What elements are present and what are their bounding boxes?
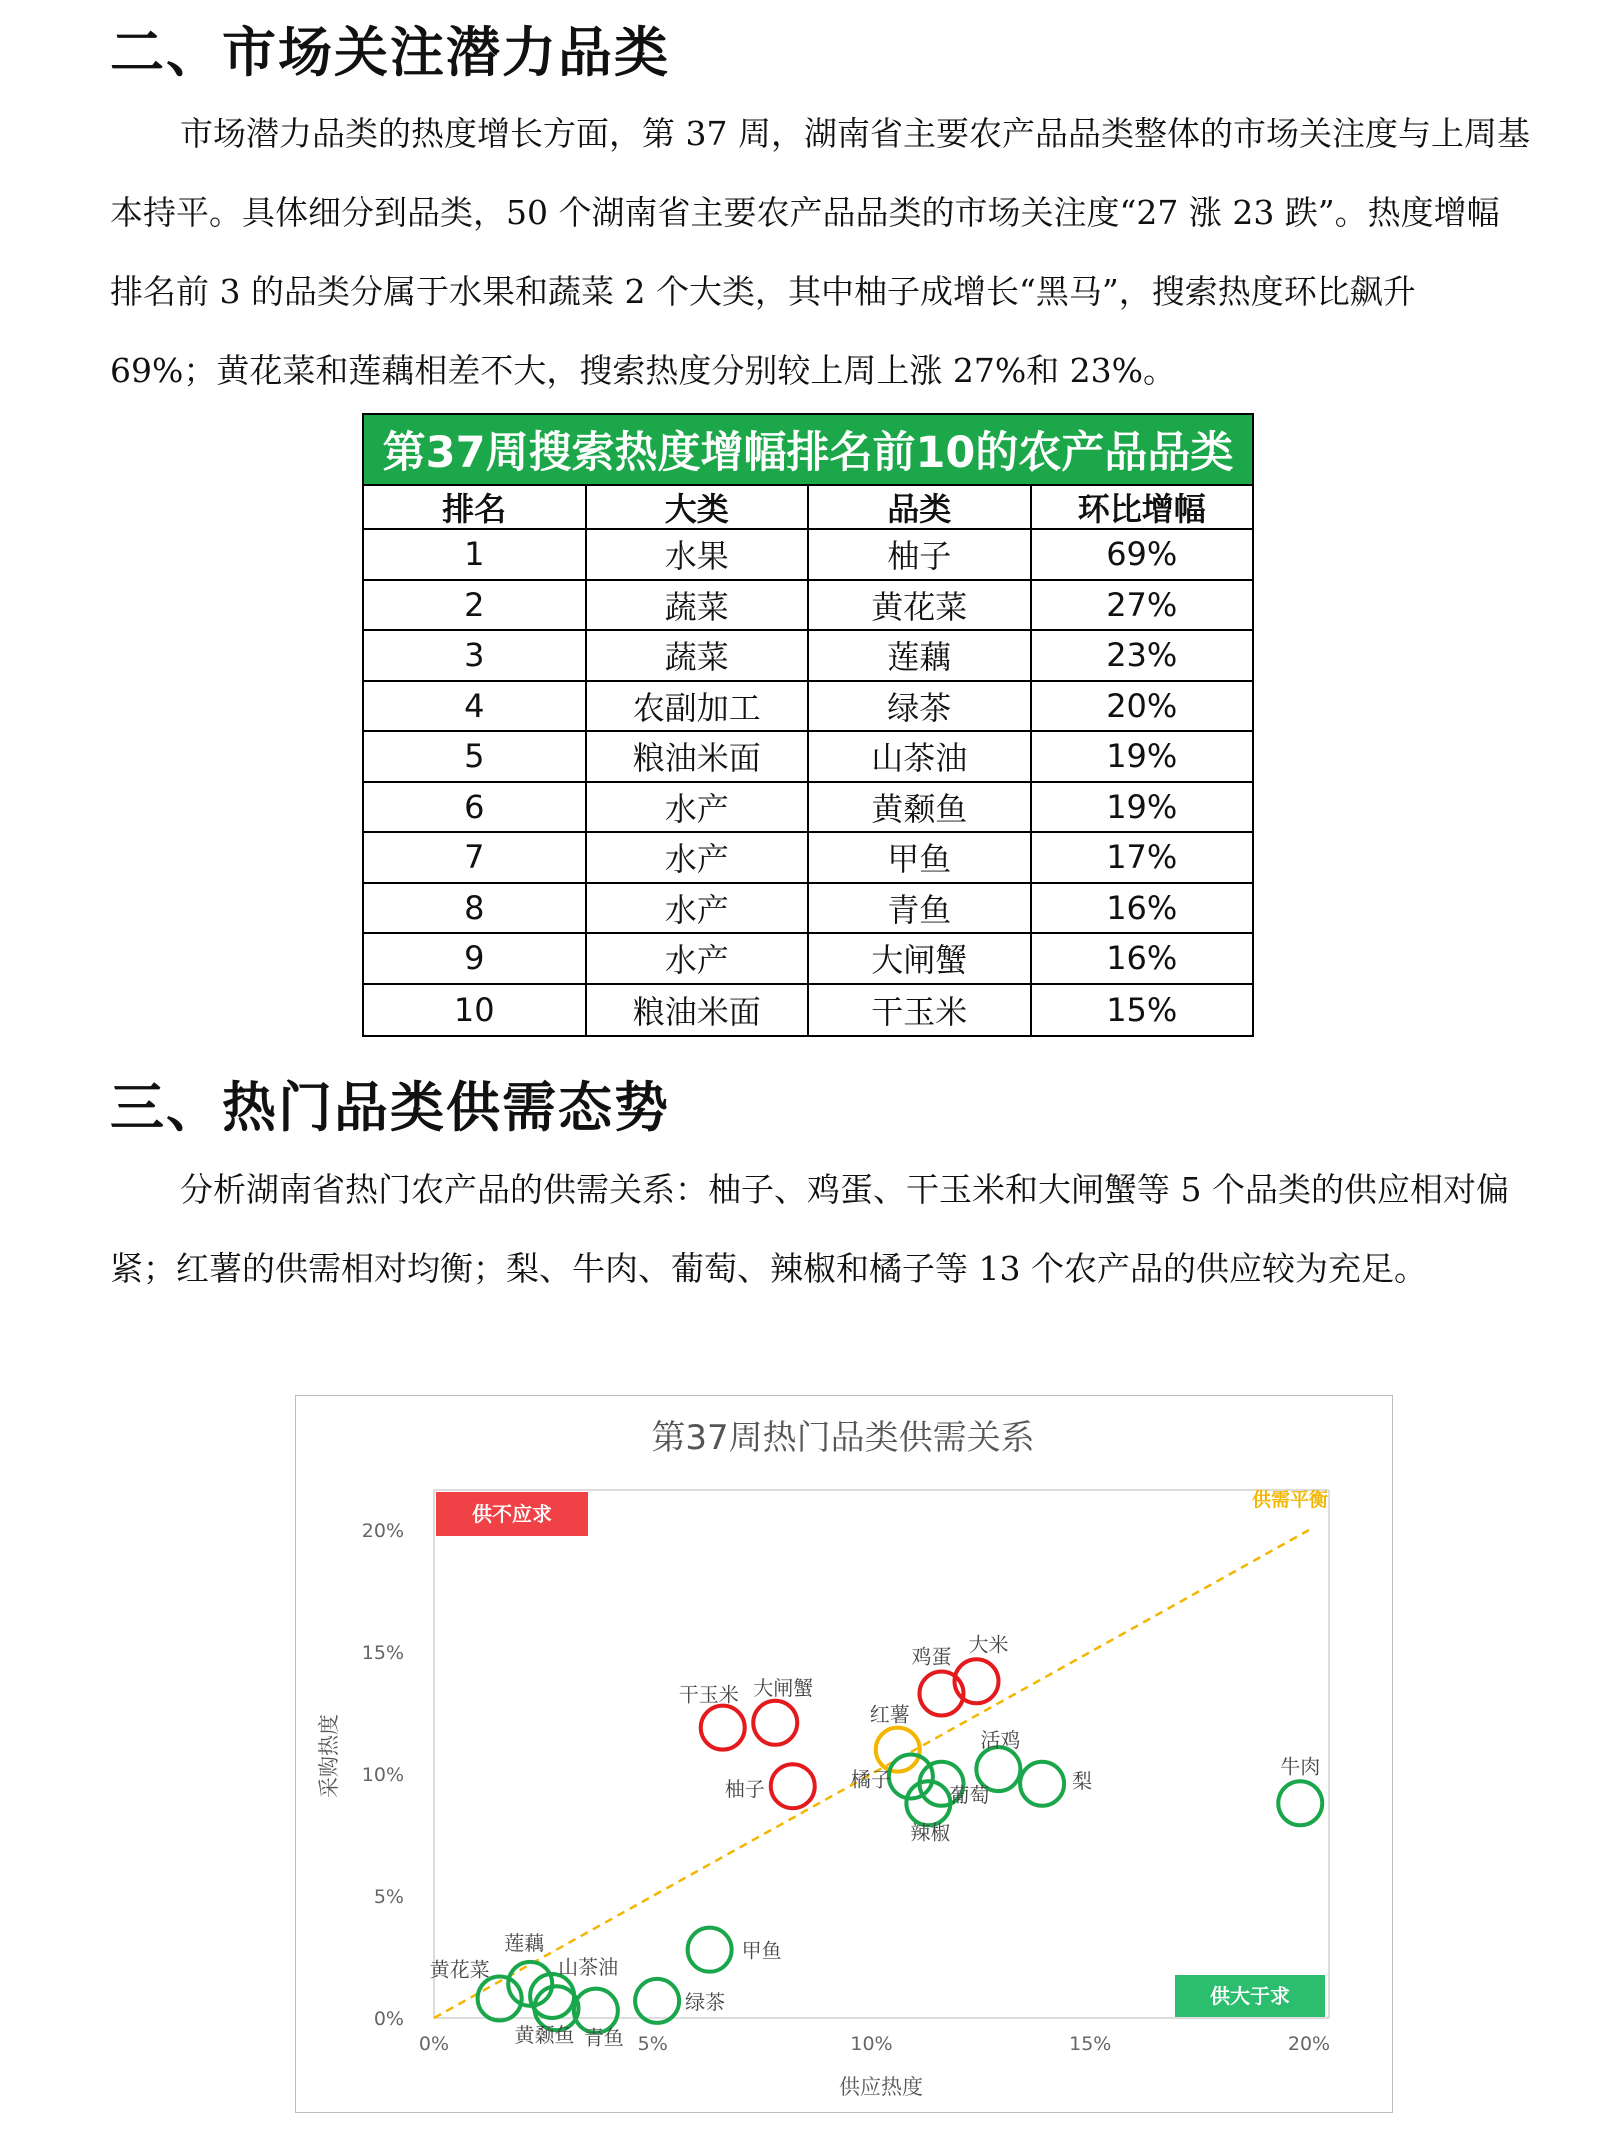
table-row [364,682,1252,733]
point-label: 梨 [1072,1768,1093,1793]
table-cell: 干玉米 [809,985,1032,1036]
point-label: 柚子 [724,1777,765,1802]
table-cell: 水果 [587,530,810,579]
table-header-cell: 品类 [809,486,1032,528]
table-cell: 水产 [587,934,810,983]
table-row [364,581,1252,632]
table-cell: 2 [364,581,587,630]
x-tick-label: 0% [418,2033,450,2055]
point-label: 红薯 [869,1702,910,1727]
point-label: 大米 [968,1632,1009,1657]
point-label: 干玉米 [678,1682,739,1707]
table-cell: 大闸蟹 [809,934,1032,983]
top10-growth-table [362,413,1254,1037]
table-row [364,783,1252,834]
y-tick-label: 5% [373,1886,404,1908]
point-label: 甲鱼 [741,1938,782,1963]
y-tick-label: 0% [373,2008,404,2030]
table-header-cell: 环比增幅 [1077,490,1206,528]
table-cell: 23% [1106,636,1178,675]
table-cell: 16% [1106,939,1178,978]
section-paragraph-market-potential: 市场潜力品类的热度增长方面，第 37 周，湖南省主要农产品品类整体的市场关注度与上周基本持平。具体细分到品类，50 个湖南省主要农产品品类的市场关注度“27 涨 23 跌”。热度增幅排名前 3 的品类分属于水果和蔬菜 2 个大类，其中柚子成增长“黑马”，搜索热度环比飙升 69%；黄花菜和莲藕相差不大，搜索热度分别较上周上涨 27%和 23%。 [110,114,1530,390]
supply-demand-chart [295,1395,1393,2113]
y-tick-label: 20% [361,1520,404,1542]
point-label: 大闸蟹 [753,1675,814,1700]
surplus-region-label: 供大于求 [1210,1984,1290,2008]
table-cell: 1 [364,530,587,579]
table-cell: 农副加工 [587,682,810,731]
table-cell: 19% [1106,787,1178,826]
table-cell: 粮油米面 [587,985,810,1036]
table-row [364,934,1252,985]
table-cell: 青鱼 [809,884,1032,933]
table-cell: 黄花菜 [809,581,1032,630]
table-header-cell: 大类 [587,486,810,528]
point-label: 橘子 [850,1767,891,1792]
table-cell: 16% [1106,888,1178,927]
x-tick-label: 10% [850,2033,893,2055]
point-label: 黄花菜 [429,1957,490,1982]
table-cell: 水产 [587,783,810,832]
balance-line-label: 供需平衡 [1251,1489,1328,1511]
table-cell: 8 [364,884,587,933]
table-cell: 69% [1106,535,1178,574]
table-cell: 水产 [587,833,810,882]
point-label: 葡萄 [949,1782,990,1807]
table-cell: 20% [1106,686,1178,725]
table-row [364,631,1252,682]
table-cell: 甲鱼 [809,833,1032,882]
point-label: 牛肉 [1280,1754,1321,1779]
x-tick-label: 15% [1069,2033,1112,2055]
table-cell: 水产 [587,884,810,933]
section-heading-market-potential: 二、市场关注潜力品类 [110,21,670,84]
table-cell: 4 [364,682,587,731]
section-heading-supply-demand: 三、热门品类供需态势 [110,1076,670,1139]
table-cell: 19% [1106,737,1178,776]
table-cell: 山茶油 [809,732,1032,781]
table-cell: 5 [364,732,587,781]
scatter-point [688,1928,732,1972]
x-tick-label: 5% [637,2033,668,2055]
y-tick-label: 10% [361,1764,404,1786]
table-cell: 粮油米面 [587,732,810,781]
table-row [364,833,1252,884]
scatter-point [1020,1762,1064,1806]
table-cell: 17% [1106,838,1178,877]
table-cell: 蔬菜 [587,581,810,630]
scatter-point [753,1701,797,1745]
table-title: 第37周搜索热度增幅排名前10的农产品品类 [364,415,1252,486]
scatter-point [635,1979,679,2023]
x-axis-label: 供应热度 [839,2075,923,2099]
y-tick-labels [362,1520,404,2030]
chart-svg [296,1396,1391,2111]
table-row [364,732,1252,783]
point-label: 莲藕 [504,1930,545,1955]
y-axis-label: 采购热度 [317,1714,341,1798]
point-label: 绿茶 [685,1989,726,2014]
point-label: 鸡蛋 [911,1644,952,1669]
table-header-row [364,486,1252,530]
chart-title: 第37周热门品类供需关系 [651,1418,1035,1458]
table-cell: 蔬菜 [587,631,810,680]
table-row [364,985,1252,1036]
table-cell: 柚子 [809,530,1032,579]
table-cell: 7 [364,833,587,882]
table-cell: 绿茶 [809,682,1032,731]
table-header-cell: 排名 [364,486,587,528]
table-row [364,530,1252,581]
point-label: 黄颡鱼 [514,2023,575,2048]
table-cell: 3 [364,631,587,680]
shortage-region-label: 供不应求 [472,1502,552,1526]
section-paragraph-supply-demand: 分析湖南省热门农产品的供需关系：柚子、鸡蛋、干玉米和大闸蟹等 5 个品类的供应相对偏紧；红薯的供需相对均衡；梨、牛肉、葡萄、辣椒和橘子等 13 个农产品的供应较为充足。 [110,1170,1509,1288]
table-cell: 9 [364,934,587,983]
table-cell: 10 [364,985,587,1036]
table-cell: 黄颡鱼 [809,783,1032,832]
point-label: 青鱼 [583,2025,624,2050]
point-label: 山茶油 [558,1955,619,1980]
table-cell: 6 [364,783,587,832]
scatter-point [701,1706,745,1750]
table-cell: 15% [1106,990,1178,1029]
x-tick-label: 20% [1287,2033,1331,2055]
y-tick-label: 15% [361,1642,404,1664]
point-label: 活鸡 [980,1728,1021,1753]
table-body [364,530,1252,1035]
table-cell: 27% [1106,585,1178,624]
scatter-point [771,1764,815,1808]
table-row [364,884,1252,935]
table-cell: 莲藕 [809,631,1032,680]
scatter-point [1278,1781,1322,1825]
point-label: 辣椒 [910,1820,951,1845]
